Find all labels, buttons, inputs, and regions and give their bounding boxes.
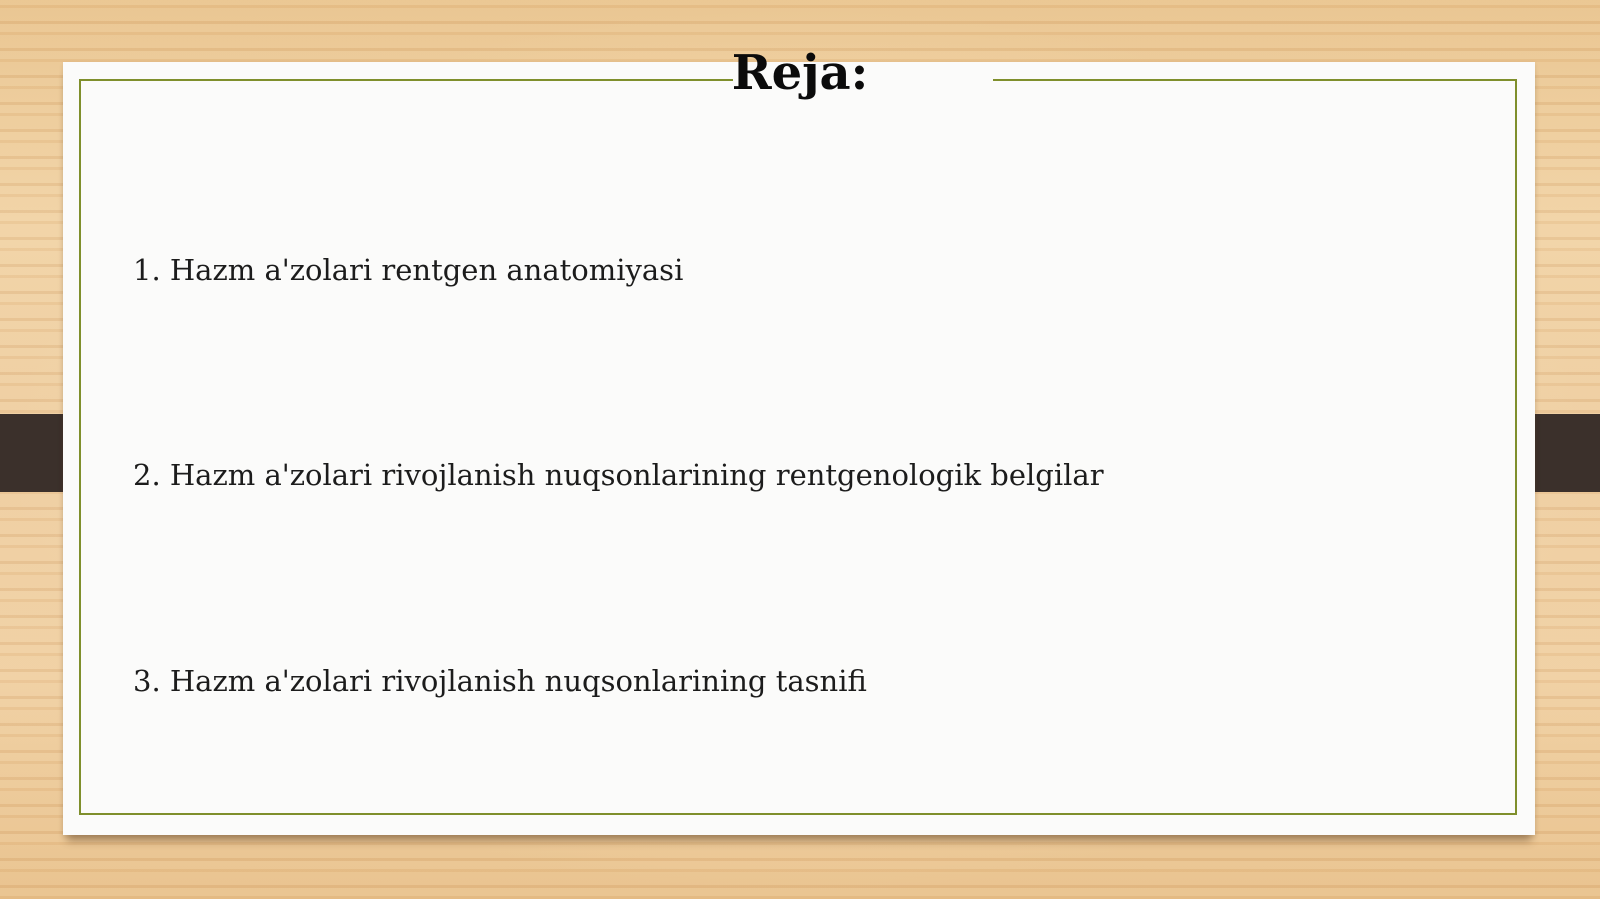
slide-card: [63, 62, 1535, 835]
slide-frame-border: [79, 79, 1517, 815]
plan-item-1: [133, 250, 683, 290]
plan-item-text: Hazm a'zolari rentgen anatomiyasi: [169, 253, 684, 287]
slide-title: Reja:: [731, 45, 869, 101]
plan-item-number: 1.: [133, 253, 161, 287]
plan-item-2: [133, 455, 1104, 495]
plan-item-text: Hazm a'zolari rivojlanish nuqsonlarining rentgenologik belgilar: [169, 458, 1104, 492]
plan-item-number: 2.: [133, 458, 161, 492]
plan-item-number: 3.: [133, 664, 161, 698]
plan-item-text: Hazm a'zolari rivojlanish nuqsonlarining tasnifi: [169, 664, 867, 698]
plan-item-3: [133, 661, 867, 701]
